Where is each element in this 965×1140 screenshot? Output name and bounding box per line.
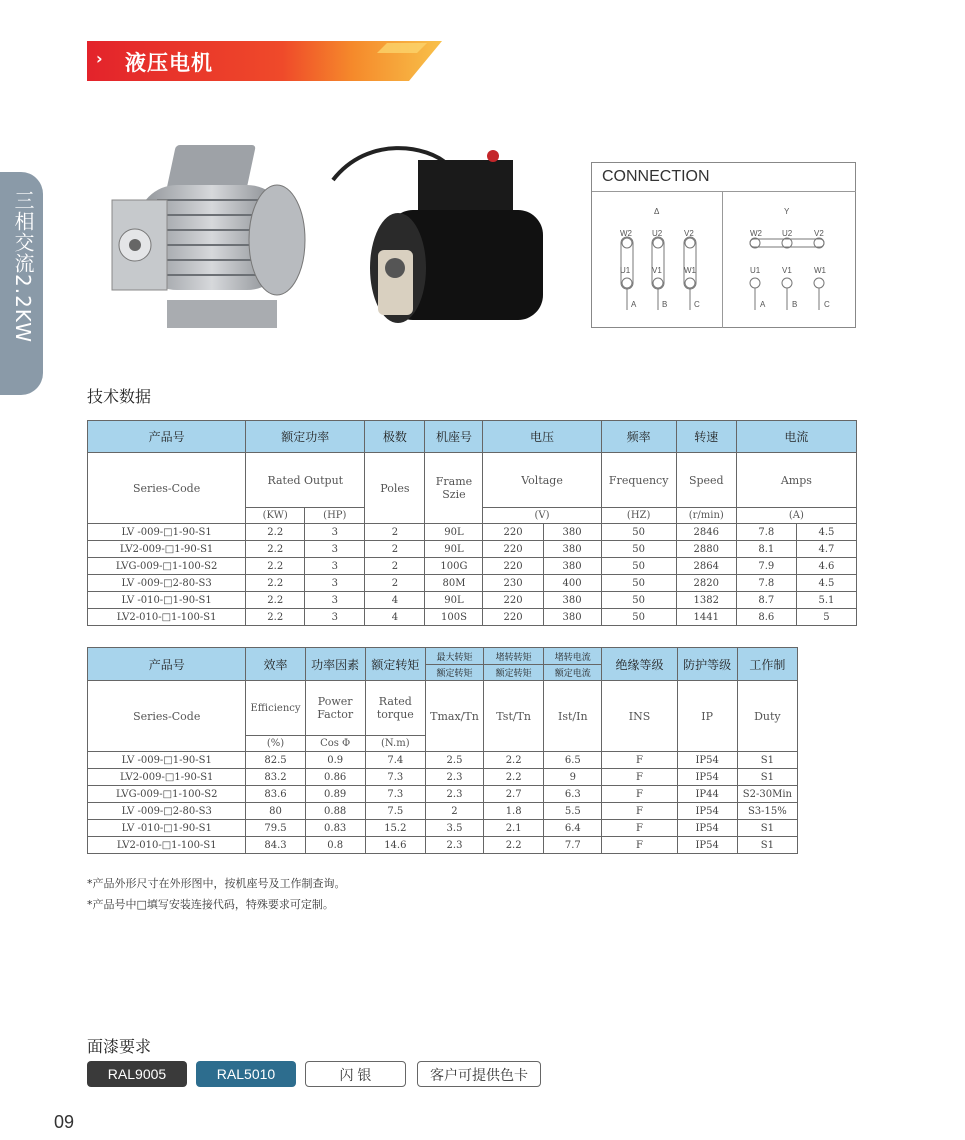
col-header: 最大转矩 xyxy=(425,648,483,665)
terminal-label: U2 xyxy=(652,229,663,238)
table-cell: 2.2 xyxy=(246,609,305,626)
table-cell: 5.1 xyxy=(796,592,856,609)
connection-title: CONNECTION xyxy=(602,168,710,185)
table-cell: 2.2 xyxy=(246,541,305,558)
unit-label: (%) xyxy=(246,736,305,752)
table-cell: 7.5 xyxy=(365,803,425,820)
star-symbol: Y xyxy=(784,207,790,216)
table-row xyxy=(88,837,798,854)
table-cell: LV2-010-□1-100-S1 xyxy=(88,609,246,626)
chevron-right-icon: › xyxy=(96,49,103,68)
col-header: 极数 xyxy=(365,421,425,453)
table-cell: 0.89 xyxy=(305,786,365,803)
table-cell: 83.2 xyxy=(246,769,305,786)
table-cell: 2 xyxy=(365,558,425,575)
line-label: C xyxy=(694,300,700,309)
table-cell: 100S xyxy=(425,609,483,626)
table-cell: S1 xyxy=(737,752,797,769)
table-cell: 2.2 xyxy=(246,558,305,575)
table-cell: 3 xyxy=(305,575,365,592)
terminal-label: U1 xyxy=(750,266,761,275)
col-header: 产品号 xyxy=(88,648,246,681)
table-row xyxy=(88,803,798,820)
table-row xyxy=(88,524,857,541)
table-cell: 100G xyxy=(425,558,483,575)
col-header-en: Tmax/Tn xyxy=(425,681,483,752)
col-header: 防护等级 xyxy=(677,648,737,681)
col-header-en: INS xyxy=(602,681,677,752)
table-cell: 7.8 xyxy=(736,524,796,541)
table-cell: 7.8 xyxy=(736,575,796,592)
col-header: 电压 xyxy=(483,421,601,453)
table-cell: 2880 xyxy=(676,541,736,558)
table-cell: F xyxy=(602,769,677,786)
aluminium-motor-image xyxy=(107,140,307,335)
table-cell: 15.2 xyxy=(365,820,425,837)
table-cell: IP54 xyxy=(677,752,737,769)
table-cell: 380 xyxy=(543,592,601,609)
table-cell: 50 xyxy=(601,575,676,592)
table-cell: 2.2 xyxy=(246,575,305,592)
terminal-label: V1 xyxy=(782,266,792,275)
table-cell: 84.3 xyxy=(246,837,305,854)
paint-swatch-ral9005: RAL9005 xyxy=(87,1061,187,1087)
line-label: A xyxy=(631,300,637,309)
col-header: 电流 xyxy=(736,421,856,453)
table-cell: 380 xyxy=(543,541,601,558)
table-cell: F xyxy=(602,803,677,820)
table-cell: 7.4 xyxy=(365,752,425,769)
table-cell: LV2-009-□1-90-S1 xyxy=(88,769,246,786)
table-cell: 14.6 xyxy=(365,837,425,854)
table-cell: 220 xyxy=(483,541,543,558)
col-header: 额定转矩 xyxy=(484,665,544,681)
line-label: A xyxy=(760,300,766,309)
table-cell: LV2-009-□1-90-S1 xyxy=(88,541,246,558)
col-header: 绝缘等级 xyxy=(602,648,677,681)
table-cell: F xyxy=(602,786,677,803)
terminal-label: V1 xyxy=(652,266,662,275)
table-cell: F xyxy=(602,837,677,854)
table-cell: 9 xyxy=(544,769,602,786)
table-cell: 220 xyxy=(483,558,543,575)
table-cell: 2.1 xyxy=(484,820,544,837)
col-header: 功率因素 xyxy=(305,648,365,681)
col-header: 产品号 xyxy=(88,421,246,453)
table-cell: 2.2 xyxy=(484,769,544,786)
table-cell: 0.8 xyxy=(305,837,365,854)
table-cell: S3-15% xyxy=(737,803,797,820)
black-motor-image xyxy=(328,140,553,335)
winding-diagram xyxy=(600,225,850,325)
table-cell: F xyxy=(602,752,677,769)
col-header: 额定电流 xyxy=(544,665,602,681)
table-cell: 83.6 xyxy=(246,786,305,803)
col-header: 转速 xyxy=(676,421,736,453)
col-header-en: Frequency xyxy=(601,453,676,508)
unit-label: (V) xyxy=(483,508,601,524)
col-header: 堵转电流 xyxy=(544,648,602,665)
table-cell: 50 xyxy=(601,592,676,609)
paint-swatch-ral5010: RAL5010 xyxy=(196,1061,296,1087)
table-cell: LV -009-□2-80-S3 xyxy=(88,803,246,820)
col-header-en: Amps xyxy=(736,453,856,508)
col-header: 额定功率 xyxy=(246,421,365,453)
col-header-en: Duty xyxy=(737,681,797,752)
page-title: 液压电机 xyxy=(125,51,213,75)
table-cell: S2-30Min xyxy=(737,786,797,803)
terminal-label: V2 xyxy=(814,229,824,238)
table-cell: 380 xyxy=(543,609,601,626)
table-cell: 3 xyxy=(305,609,365,626)
table-cell: 4 xyxy=(365,609,425,626)
table-row xyxy=(88,786,798,803)
col-header: 频率 xyxy=(601,421,676,453)
table-cell: LVG-009-□1-100-S2 xyxy=(88,786,246,803)
table-cell: 220 xyxy=(483,609,543,626)
col-header-en: Rated Output xyxy=(246,453,365,508)
table-row xyxy=(88,592,857,609)
table-cell: LV -009-□1-90-S1 xyxy=(88,752,246,769)
divider xyxy=(592,191,856,192)
terminal-label: U1 xyxy=(620,266,631,275)
paint-swatch-custom: 客户可提供色卡 xyxy=(417,1061,541,1087)
table-cell: 2820 xyxy=(676,575,736,592)
unit-label: (HZ) xyxy=(601,508,676,524)
table-cell: LV2-010-□1-100-S1 xyxy=(88,837,246,854)
col-header-en: Ist/In xyxy=(544,681,602,752)
table-cell: 380 xyxy=(543,524,601,541)
col-header-en: Voltage xyxy=(483,453,601,508)
table-cell: 8.1 xyxy=(736,541,796,558)
table-cell: 90L xyxy=(425,541,483,558)
table-cell: LV -009-□1-90-S1 xyxy=(88,524,246,541)
table-cell: S1 xyxy=(737,769,797,786)
table-cell: 4.6 xyxy=(796,558,856,575)
section-title: 技术数据 xyxy=(87,387,152,406)
line-label: B xyxy=(662,300,668,309)
col-header-en: Speed xyxy=(676,453,736,508)
tech-data-table xyxy=(87,420,857,626)
table-cell: 2 xyxy=(425,803,483,820)
footnote: *产品号中□填写安装连接代码，特殊要求可定制。 xyxy=(87,898,334,911)
terminal-label: W2 xyxy=(620,229,632,238)
table-cell: 2 xyxy=(365,524,425,541)
table-cell: 2846 xyxy=(676,524,736,541)
table-cell: 2.7 xyxy=(484,786,544,803)
table-cell: 90L xyxy=(425,524,483,541)
paint-swatch-silver: 闪 银 xyxy=(305,1061,406,1087)
table-cell: 3 xyxy=(305,541,365,558)
table-cell: 4 xyxy=(365,592,425,609)
col-header: 额定转矩 xyxy=(365,648,425,681)
unit-label: (r/min) xyxy=(676,508,736,524)
table-cell: 5.5 xyxy=(544,803,602,820)
page-number: 09 xyxy=(54,1112,75,1132)
table-cell: 50 xyxy=(601,609,676,626)
table-row xyxy=(88,752,798,769)
col-header-en: Series-Code xyxy=(88,681,246,752)
table-cell: LV -010-□1-90-S1 xyxy=(88,592,246,609)
table-cell: 400 xyxy=(543,575,601,592)
col-header-en: IP xyxy=(677,681,737,752)
col-header-en: Frame Szie xyxy=(425,453,483,524)
table-cell: 0.88 xyxy=(305,803,365,820)
table-cell: 220 xyxy=(483,524,543,541)
table-cell: 8.6 xyxy=(736,609,796,626)
table-cell: LV -009-□2-80-S3 xyxy=(88,575,246,592)
table-cell: 50 xyxy=(601,541,676,558)
table-cell: 6.4 xyxy=(544,820,602,837)
table-cell: 0.83 xyxy=(305,820,365,837)
col-header-en: Rated torque xyxy=(365,681,425,736)
performance-table xyxy=(87,647,798,854)
table-cell: 380 xyxy=(543,558,601,575)
table-cell: 3 xyxy=(305,592,365,609)
table-row xyxy=(88,575,857,592)
table-row xyxy=(88,820,798,837)
table-cell: 2.3 xyxy=(425,837,483,854)
table-cell: 3 xyxy=(305,524,365,541)
col-header: 堵转转矩 xyxy=(484,648,544,665)
table-cell: 80M xyxy=(425,575,483,592)
terminal-label: W1 xyxy=(684,266,696,275)
table-cell: 7.3 xyxy=(365,769,425,786)
table-cell: 5 xyxy=(796,609,856,626)
col-header-en: Series-Code xyxy=(88,453,246,524)
delta-symbol: Δ xyxy=(654,207,660,216)
table-cell: 7.3 xyxy=(365,786,425,803)
table-cell: IP54 xyxy=(677,769,737,786)
terminal-label: V2 xyxy=(684,229,694,238)
unit-label: (A) xyxy=(736,508,856,524)
table-cell: IP54 xyxy=(677,820,737,837)
table-cell: 2 xyxy=(365,541,425,558)
unit-label: (N.m) xyxy=(365,736,425,752)
table-cell: LVG-009-□1-100-S2 xyxy=(88,558,246,575)
table-cell: 2.2 xyxy=(246,524,305,541)
col-header-en: Tst/Tn xyxy=(484,681,544,752)
unit-label: (KW) xyxy=(246,508,305,524)
table-cell: IP54 xyxy=(677,803,737,820)
table-cell: 4.5 xyxy=(796,524,856,541)
table-row xyxy=(88,609,857,626)
table-cell: 7.9 xyxy=(736,558,796,575)
table-cell: LV -010-□1-90-S1 xyxy=(88,820,246,837)
table-cell: F xyxy=(602,820,677,837)
table-cell: 90L xyxy=(425,592,483,609)
table-row xyxy=(88,769,798,786)
table-cell: 6.5 xyxy=(544,752,602,769)
table-cell: 2 xyxy=(365,575,425,592)
table-cell: 1.8 xyxy=(484,803,544,820)
table-cell: IP44 xyxy=(677,786,737,803)
table-cell: 2.2 xyxy=(484,837,544,854)
table-cell: 3.5 xyxy=(425,820,483,837)
table-cell: IP54 xyxy=(677,837,737,854)
table-cell: 1382 xyxy=(676,592,736,609)
table-cell: 1441 xyxy=(676,609,736,626)
table-cell: 4.5 xyxy=(796,575,856,592)
table-cell: 2.3 xyxy=(425,786,483,803)
table-cell: S1 xyxy=(737,820,797,837)
table-cell: 2.2 xyxy=(484,752,544,769)
table-cell: 82.5 xyxy=(246,752,305,769)
footnote: *产品外形尺寸在外形图中，按机座号及工作制查询。 xyxy=(87,877,346,890)
terminal-label: W1 xyxy=(814,266,826,275)
col-header: 效率 xyxy=(246,648,305,681)
table-cell: 0.9 xyxy=(305,752,365,769)
table-cell: 50 xyxy=(601,558,676,575)
table-cell: 6.3 xyxy=(544,786,602,803)
line-label: C xyxy=(824,300,830,309)
table-cell: 79.5 xyxy=(246,820,305,837)
table-cell: S1 xyxy=(737,837,797,854)
terminal-label: U2 xyxy=(782,229,793,238)
table-cell: 0.86 xyxy=(305,769,365,786)
table-row xyxy=(88,541,857,558)
col-header: 额定转矩 xyxy=(425,665,483,681)
table-cell: 7.7 xyxy=(544,837,602,854)
table-cell: 2.2 xyxy=(246,592,305,609)
col-header-en: Power Factor xyxy=(305,681,365,736)
side-tab-label: 三相交流2.2KW xyxy=(11,190,35,343)
unit-label: Cos Φ xyxy=(305,736,365,752)
table-cell: 220 xyxy=(483,592,543,609)
table-cell: 3 xyxy=(305,558,365,575)
table-cell: 4.7 xyxy=(796,541,856,558)
section-title: 面漆要求 xyxy=(87,1037,152,1056)
table-cell: 80 xyxy=(246,803,305,820)
table-cell: 230 xyxy=(483,575,543,592)
table-cell: 2.5 xyxy=(425,752,483,769)
table-cell: 2864 xyxy=(676,558,736,575)
col-header-en: Poles xyxy=(365,453,425,524)
table-cell: 8.7 xyxy=(736,592,796,609)
table-cell: 2.3 xyxy=(425,769,483,786)
col-header-en: Efficiency xyxy=(246,681,305,736)
line-label: B xyxy=(792,300,798,309)
unit-label: (HP) xyxy=(305,508,365,524)
table-cell: 50 xyxy=(601,524,676,541)
terminal-label: W2 xyxy=(750,229,762,238)
col-header: 工作制 xyxy=(737,648,797,681)
col-header: 机座号 xyxy=(425,421,483,453)
table-row xyxy=(88,558,857,575)
